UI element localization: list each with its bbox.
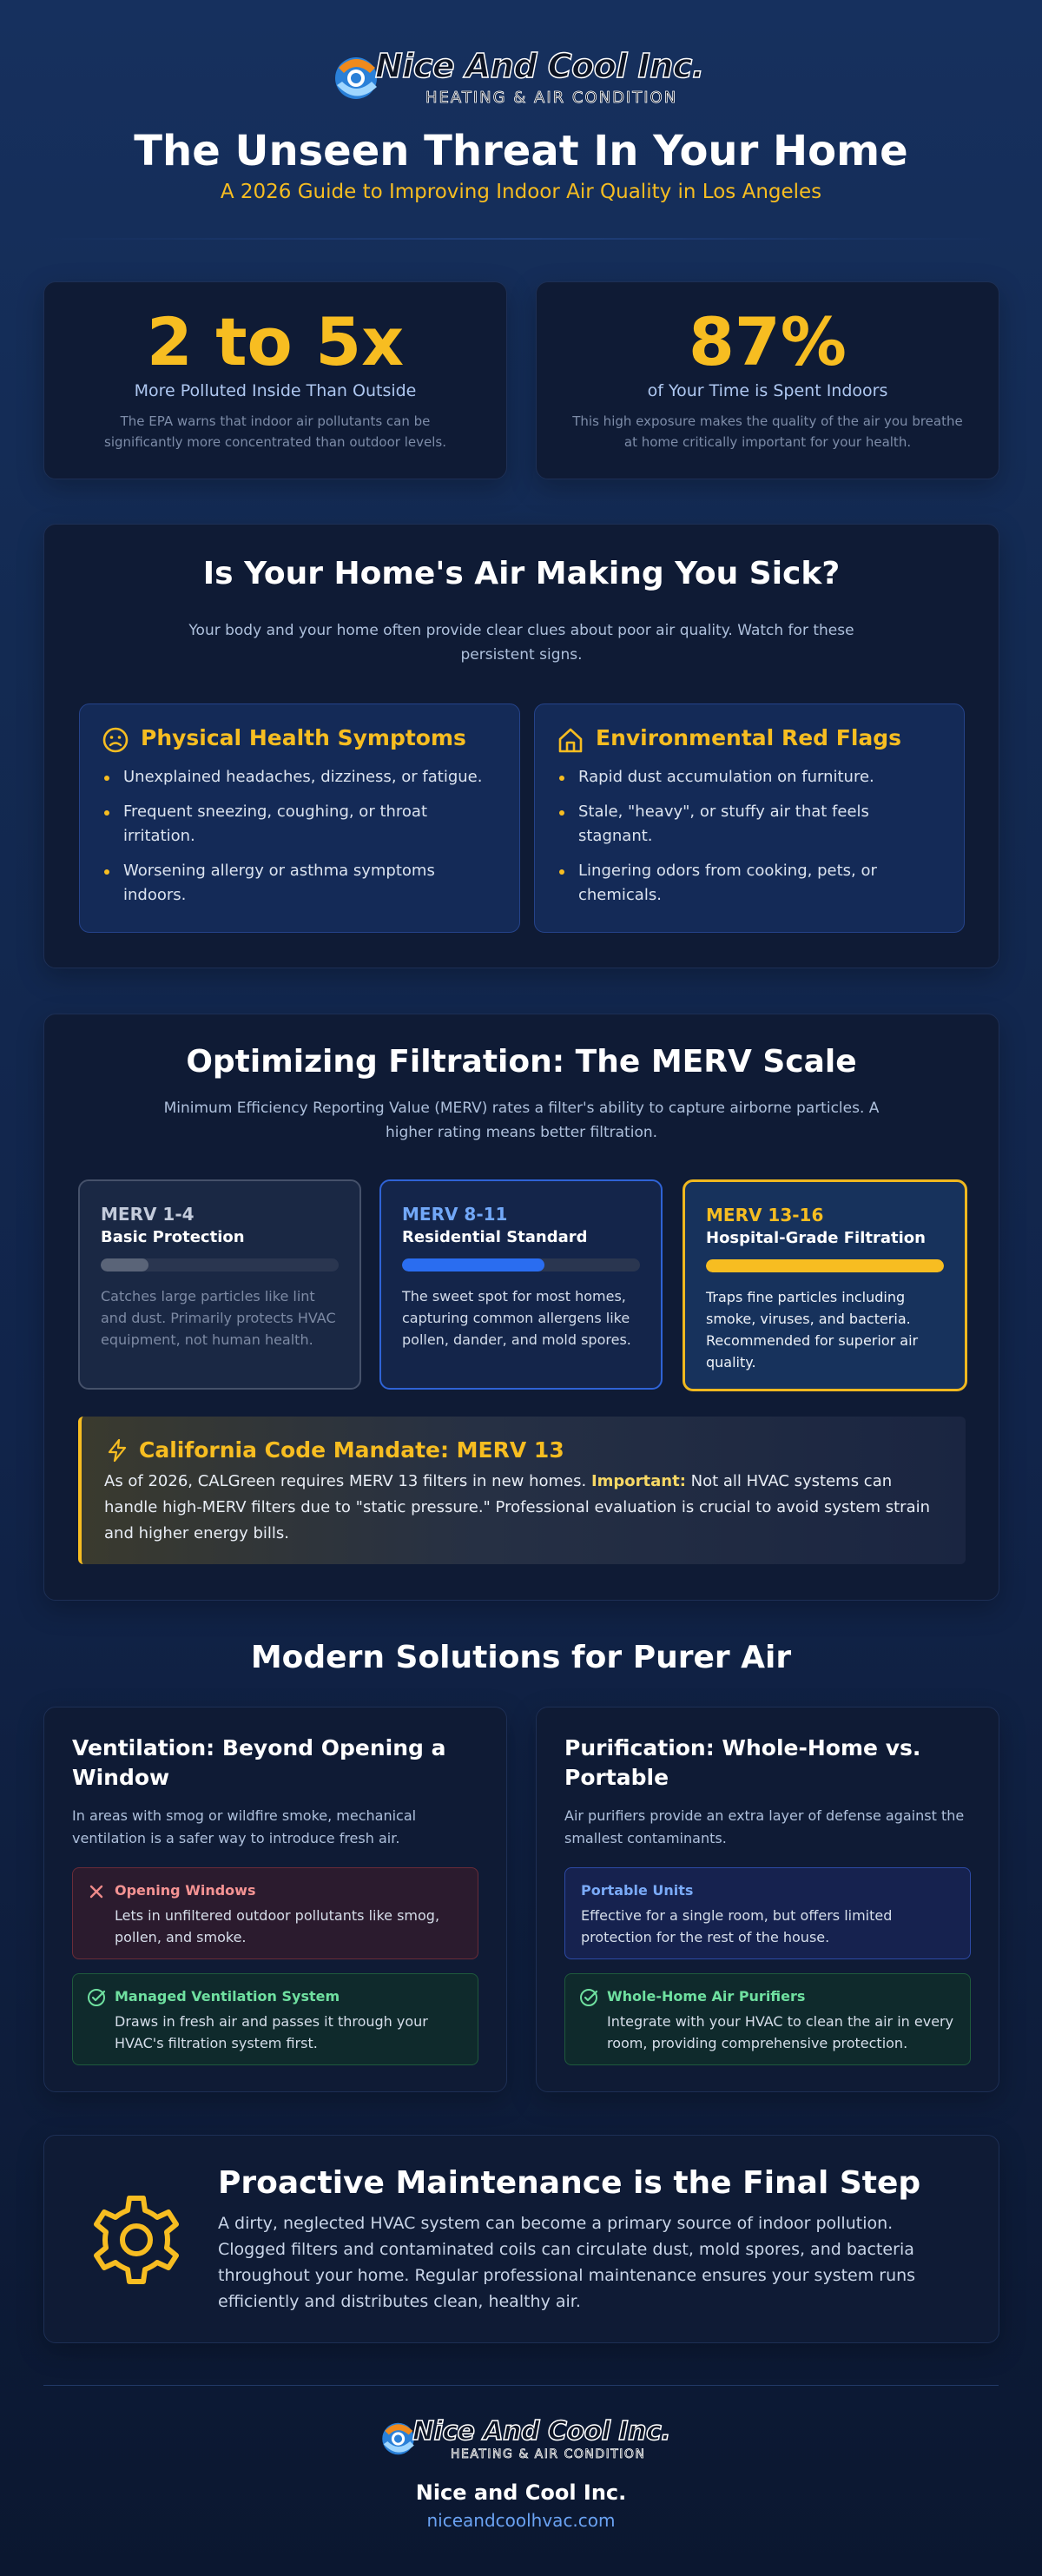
stat-card-indoors [536, 281, 999, 479]
x-icon [87, 1882, 106, 1901]
mandate-important-label: Important: [590, 1472, 686, 1490]
option-description: Effective for a single room, but offers limited protection for the rest of the house. [581, 1907, 893, 1945]
solution-title: Ventilation: Beyond Opening a Window [72, 1735, 446, 1790]
merv-description: Catches large particles like lint and dust. Primarily protects HVAC equipment, not human health. [101, 1288, 336, 1348]
page-title: The Unseen Threat In Your Home [134, 127, 908, 175]
merv-rating-fill [101, 1258, 148, 1271]
stat-label: of Your Time is Spent Indoors [647, 381, 888, 400]
bullet-dot [104, 869, 109, 875]
stat-card-polluted [43, 281, 507, 479]
red-flag-list [559, 765, 943, 918]
header-logo [330, 42, 712, 115]
solution-card-purification [536, 1707, 999, 2092]
section-title: Is Your Home's Air Making You Sick? [202, 556, 841, 591]
list-item-text: Frequent sneezing, coughing, or throat irritation. [123, 803, 428, 845]
section-title: Optimizing Filtration: The MERV Scale [186, 1044, 857, 1080]
option-title: Whole-Home Air Purifiers [607, 1988, 806, 2005]
list-item [104, 800, 498, 849]
merv-code: MERV 1-4 [101, 1204, 195, 1225]
merv-description: The sweet spot for most homes, capturing common allergens like pollen, dander, and mold spores. [402, 1288, 631, 1348]
mandate-title: California Code Mandate: MERV 13 [139, 1437, 564, 1463]
bullet-dot [559, 810, 564, 816]
panel-environmental-flags [534, 703, 965, 933]
merv-name: Basic Protection [101, 1228, 245, 1246]
list-item [559, 859, 943, 908]
merv-tier-basic [78, 1179, 361, 1390]
option-description: Lets in unfiltered outdoor pollutants like smog, pollen, and smoke. [115, 1907, 440, 1945]
maintenance-text: A dirty, neglected HVAC system can become a primary source of indoor pollution. Clogged filters and contaminated coils can circulate dust, mold spores, and bacteria throughout your home. Regular professional maintenance ensures your system runs efficiently and distributes clean, healthy air. [218, 2214, 916, 2311]
section-air-sick [43, 524, 999, 968]
stat-value: 2 to 5x [146, 303, 405, 380]
check-circle-icon [87, 1988, 106, 2007]
section-maintenance [43, 2135, 999, 2343]
section-intro: Your body and your home often provide clear clues about poor air quality. Watch for these persistent signs. [188, 622, 854, 664]
stat-description: This high exposure makes the quality of the air you breathe at home critically important for your health. [572, 413, 963, 450]
merv-rating-fill [706, 1259, 944, 1272]
merv-rating-bar [101, 1258, 339, 1271]
list-item-text: Worsening allergy or asthma symptoms indoors. [123, 862, 435, 904]
bullet-dot [104, 776, 109, 781]
list-item-text: Lingering odors from cooking, pets, or chemicals. [578, 862, 877, 904]
stat-label: More Polluted Inside Than Outside [134, 381, 417, 400]
section-intro: Minimum Efficiency Reporting Value (MERV) rates a filter's ability to capture airborne particles. A higher rating means better filtration. [163, 1100, 880, 1141]
panel-title: Physical Health Symptoms [141, 725, 466, 750]
stat-description: The EPA warns that indoor air pollutants can be significantly more concentrated than outdoor levels. [104, 413, 446, 450]
mandate-text-intro: As of 2026, CALGreen requires MERV 13 filters in new homes. [104, 1472, 587, 1490]
merv-code: MERV 13-16 [706, 1205, 824, 1225]
header-divider [35, 238, 1007, 240]
footer-website-link[interactable]: niceandcoolhvac.com [426, 2510, 616, 2531]
merv-code: MERV 8-11 [402, 1204, 508, 1225]
option-description: Integrate with your HVAC to clean the air in every room, providing comprehensive protection. [607, 2013, 954, 2051]
option-whole-home-purifiers [564, 1973, 971, 2065]
logo-text: Nice And Cool Inc. [412, 2416, 671, 2447]
option-description: Draws in fresh air and passes it through your HVAC's filtration system first. [115, 2013, 428, 2051]
solution-title: Purification: Whole-Home vs. Portable [564, 1735, 921, 1790]
merv-rating-bar [706, 1259, 944, 1272]
solution-intro: Air purifiers provide an extra layer of defense against the smallest contaminants. [564, 1807, 965, 1846]
list-item [559, 800, 943, 849]
list-item-text: Unexplained headaches, dizziness, or fatigue. [123, 768, 483, 786]
merv-description: Traps fine particles including smoke, viruses, and bacteria. Recommended for superior air quality. [706, 1289, 919, 1371]
stat-value: 87% [689, 303, 847, 380]
logo-emblem-icon [330, 42, 379, 115]
mandate-text [104, 1469, 931, 1547]
gear-icon [84, 2188, 188, 2292]
panel-title: Environmental Red Flags [596, 725, 902, 750]
footer-logo [378, 2411, 673, 2467]
bullet-dot [559, 869, 564, 875]
bullet-dot [559, 776, 564, 781]
option-title: Managed Ventilation System [115, 1988, 340, 2005]
footer-divider [43, 2385, 999, 2386]
symptom-list [104, 765, 498, 918]
panel-physical-symptoms [79, 703, 520, 933]
option-opening-windows [72, 1867, 478, 1959]
face-icon [101, 725, 130, 755]
logo-emblem-icon [378, 2411, 416, 2467]
list-item [104, 859, 498, 908]
option-title: Portable Units [581, 1882, 694, 1899]
option-managed-ventilation [72, 1973, 478, 2065]
list-item-text: Stale, "heavy", or stuffy air that feels stagnant. [578, 803, 869, 845]
list-item [559, 765, 943, 789]
lightning-icon [104, 1437, 130, 1463]
page-subtitle: A 2026 Guide to Improving Indoor Air Quality in Los Angeles [220, 181, 822, 203]
logo-tagline: HEATING & AIR CONDITION [451, 2447, 646, 2461]
solution-intro: In areas with smog or wildfire smoke, mechanical ventilation is a safer way to introduce fresh air. [72, 1807, 417, 1846]
solutions-title: Modern Solutions for Purer Air [250, 1640, 792, 1675]
merv-rating-fill [402, 1258, 544, 1271]
check-circle-icon [579, 1988, 598, 2007]
list-item [104, 765, 498, 789]
merv-rating-bar [402, 1258, 640, 1271]
merv-name: Hospital-Grade Filtration [706, 1229, 926, 1247]
list-item-text: Rapid dust accumulation on furniture. [578, 768, 874, 786]
merv-tier-hospital [683, 1179, 967, 1391]
logo-text: Nice And Cool Inc. [375, 47, 704, 85]
merv-tier-residential [379, 1179, 663, 1390]
merv-name: Residential Standard [402, 1228, 588, 1246]
home-icon [556, 725, 585, 755]
solution-card-ventilation [43, 1707, 507, 2092]
bullet-dot [104, 810, 109, 816]
option-title: Opening Windows [115, 1882, 256, 1899]
california-mandate-callout [78, 1417, 966, 1564]
option-portable-units [564, 1867, 971, 1959]
maintenance-title: Proactive Maintenance is the Final Step [218, 2165, 921, 2201]
footer-company-name: Nice and Cool Inc. [415, 2480, 627, 2505]
mandate-text-detail: Not all HVAC systems can handle high-MERV filters due to "static pressure." Professional evaluation is crucial to avoid system strain and higher energy bills. [104, 1472, 931, 1542]
logo-tagline: HEATING & AIR CONDITION [425, 89, 678, 107]
